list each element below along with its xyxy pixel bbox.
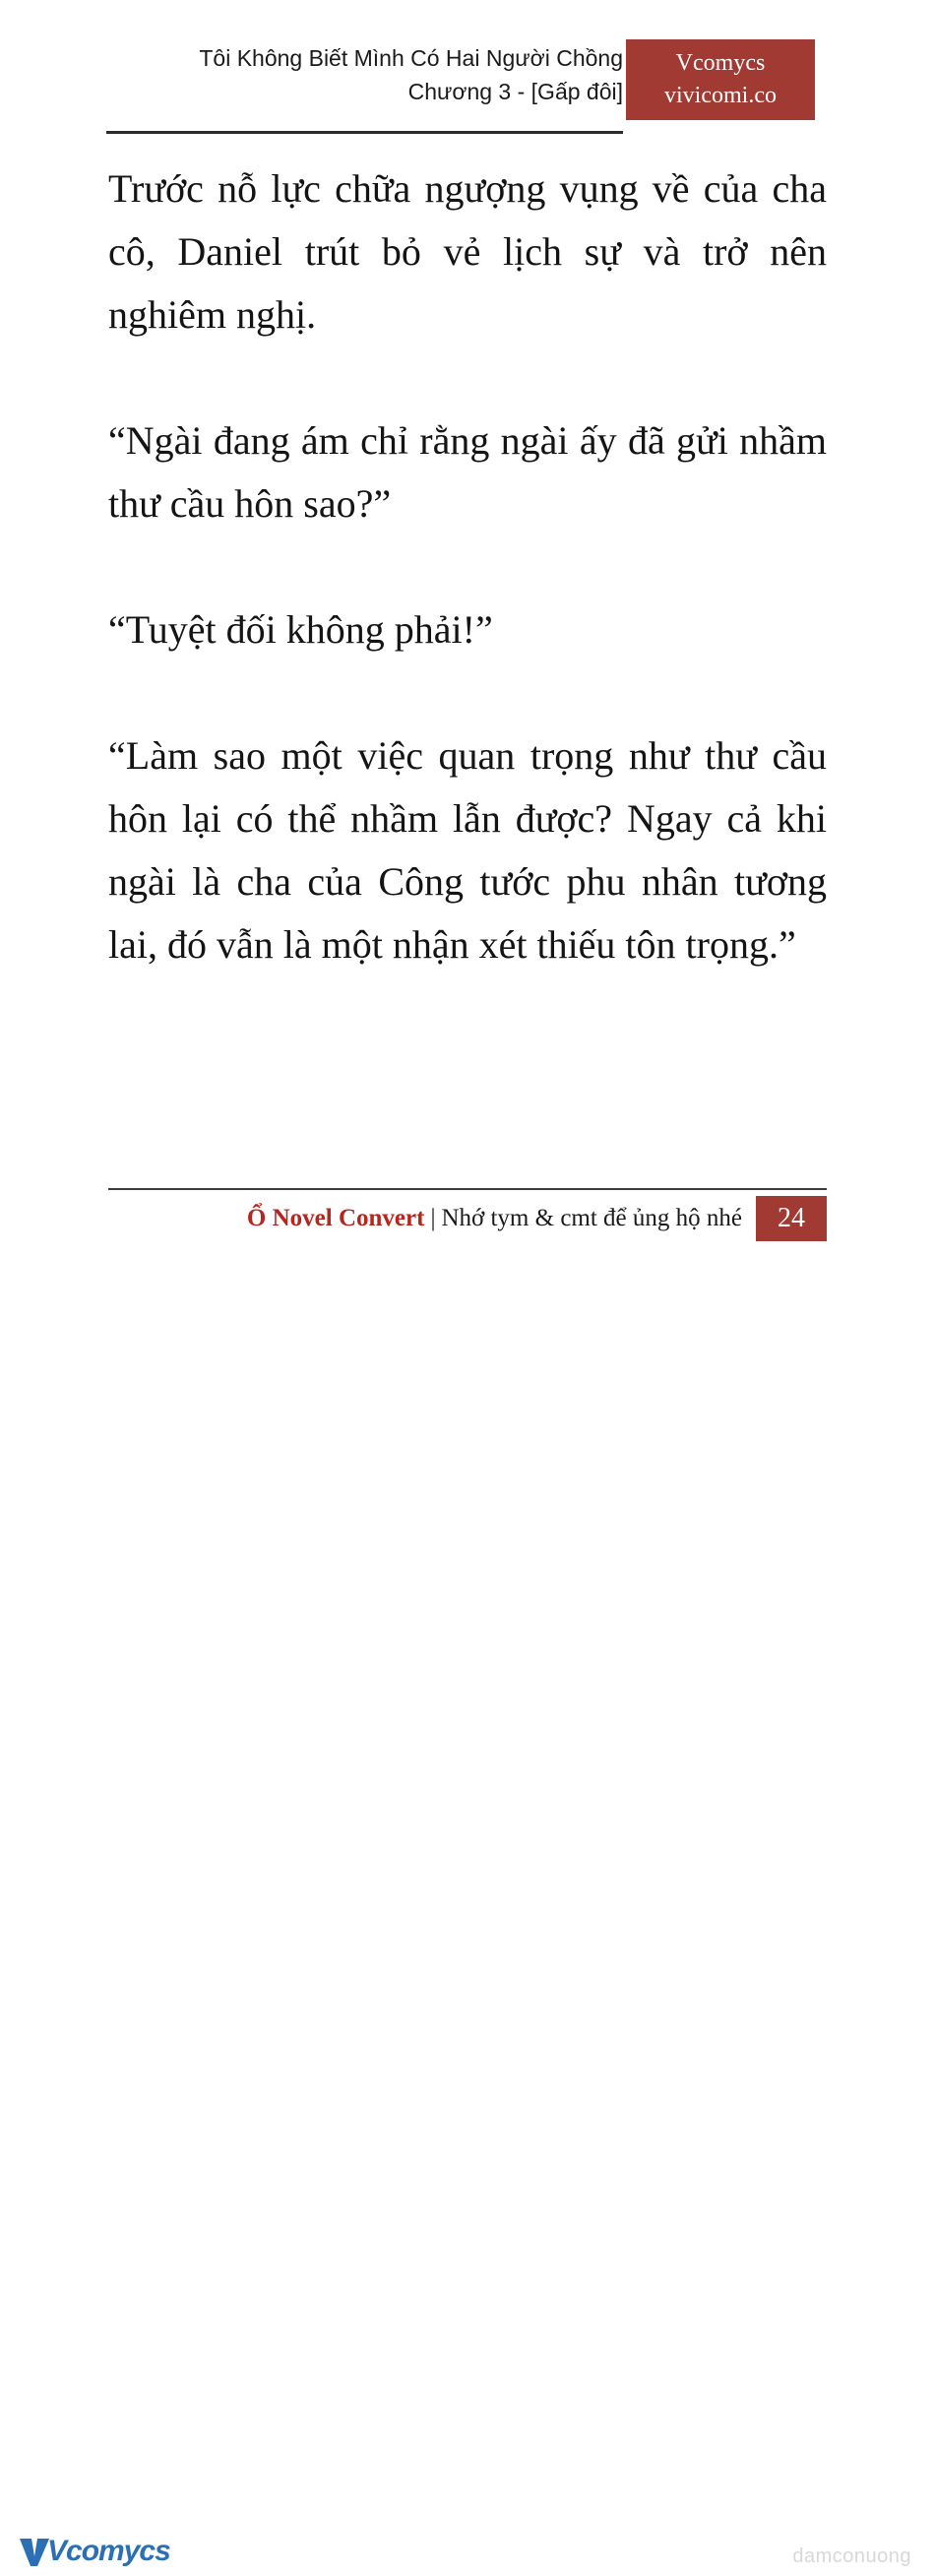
footer-credit bbox=[247, 1205, 756, 1232]
bottom-bar bbox=[0, 1263, 935, 2567]
brand-site: vivicomi.co bbox=[664, 83, 777, 108]
watermark-text: damconuong bbox=[792, 2545, 911, 2567]
footer-note: Nhớ tym & cmt để ủng hộ nhé bbox=[441, 1205, 742, 1231]
brand-name: Vcomycs bbox=[675, 50, 766, 76]
footer-separator: | bbox=[430, 1205, 436, 1231]
footer-divider bbox=[108, 1188, 827, 1190]
page-number-badge: 24 bbox=[756, 1196, 827, 1241]
paragraph: Trước nỗ lực chữa ngượng vụng về của cha cô, Daniel trút bỏ vẻ lịch sự và trở nên nghiêm nghị. bbox=[108, 166, 827, 337]
header-title bbox=[111, 41, 623, 108]
page-header bbox=[106, 41, 815, 130]
page-content bbox=[108, 157, 827, 1039]
vcomycs-logo bbox=[18, 2533, 170, 2576]
header-divider bbox=[106, 131, 623, 134]
v-mark-icon bbox=[18, 2535, 51, 2568]
brand-badge bbox=[626, 39, 815, 120]
logo-text: Vcomycs bbox=[47, 2535, 170, 2567]
footer-brand: Ổ Novel Convert bbox=[246, 1205, 425, 1231]
page-footer bbox=[108, 1196, 827, 1243]
header-title-line1: Tôi Không Biết Mình Có Hai Người Chồng bbox=[199, 45, 623, 71]
paragraph: “Làm sao một việc quan trọng như thư cầu hôn lại có thể nhầm lẫn được? Ngay cả khi ngài là cha của Công tước phu nhân tương lai, đó vẫn là một nhận xét thiếu tôn trọng.” bbox=[108, 733, 827, 967]
paragraph: “Ngài đang ám chỉ rằng ngài ấy đã gửi nhầm thư cầu hôn sao?” bbox=[108, 418, 827, 526]
footer-inner bbox=[247, 1196, 827, 1241]
header-title-line2: Chương 3 - [Gấp đôi] bbox=[407, 79, 623, 104]
paragraph: “Tuyệt đối không phải!” bbox=[108, 607, 493, 652]
